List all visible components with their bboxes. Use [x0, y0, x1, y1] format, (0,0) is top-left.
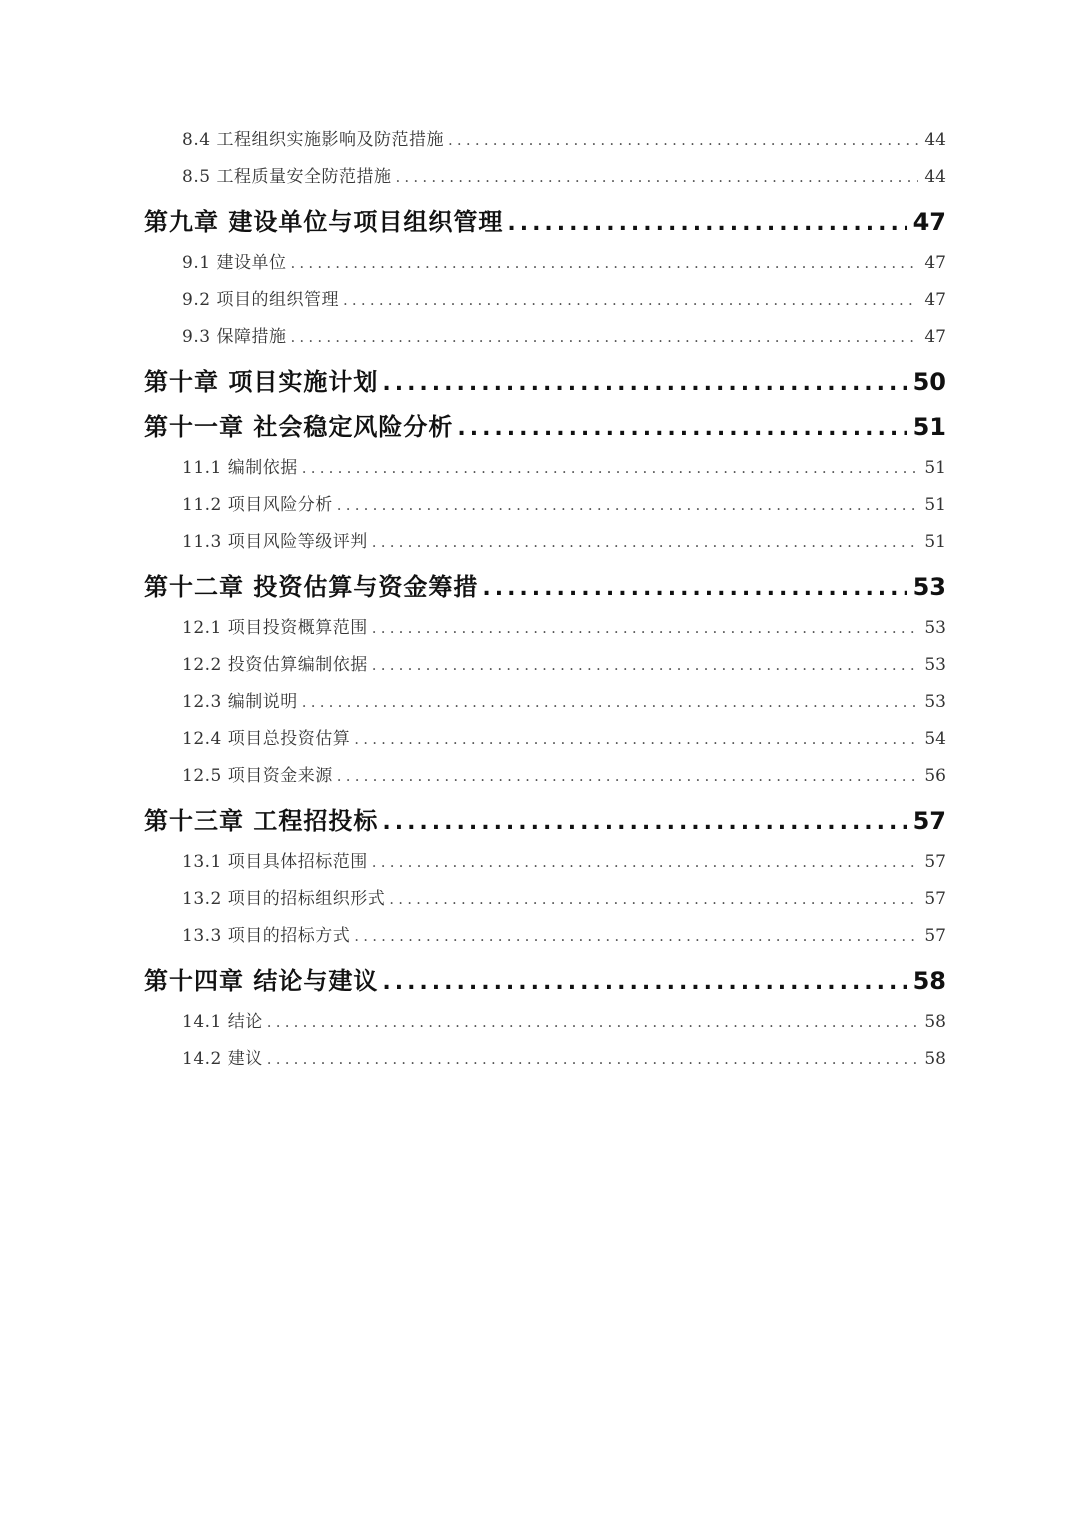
toc-entry-page-number: 58 — [912, 967, 946, 995]
table-of-contents — [144, 122, 946, 1078]
toc-entry-title: 12.4 项目总投资估算 — [182, 729, 351, 749]
toc-section-entry — [144, 684, 946, 721]
toc-dot-leader — [372, 844, 919, 881]
toc-entry-title: 9.1 建设单位 — [182, 253, 287, 273]
toc-entry-page-number: 51 — [924, 458, 946, 478]
toc-entry-page-number: 44 — [924, 167, 946, 187]
toc-entry-title: 11.1 编制依据 — [182, 458, 298, 478]
toc-entry-title: 13.3 项目的招标方式 — [182, 926, 351, 946]
toc-entry-title: 13.2 项目的招标组织形式 — [182, 889, 386, 909]
toc-entry-title: 11.3 项目风险等级评判 — [182, 532, 368, 552]
toc-entry-page-number: 47 — [912, 208, 946, 236]
toc-entry-page-number: 47 — [924, 290, 946, 310]
toc-chapter-entry — [144, 360, 946, 405]
toc-dot-leader — [267, 1004, 919, 1041]
toc-entry-page-number: 57 — [924, 889, 946, 909]
toc-dot-leader — [395, 159, 918, 196]
toc-dot-leader — [382, 800, 906, 845]
toc-chapter-entry — [144, 405, 946, 450]
toc-entry-title: 14.1 结论 — [182, 1012, 263, 1032]
toc-entry-page-number: 57 — [912, 807, 946, 835]
toc-dot-leader — [389, 881, 918, 918]
toc-section-entry — [144, 159, 946, 196]
toc-entry-page-number: 57 — [924, 852, 946, 872]
toc-dot-leader — [507, 201, 906, 246]
toc-entry-title: 9.2 项目的组织管理 — [182, 290, 339, 310]
toc-dot-leader — [267, 1041, 919, 1078]
toc-entry-page-number: 57 — [924, 926, 946, 946]
toc-dot-leader — [382, 960, 906, 1005]
toc-dot-leader — [343, 282, 918, 319]
toc-entry-title: 12.1 项目投资概算范围 — [182, 618, 368, 638]
toc-chapter-entry — [144, 200, 946, 245]
toc-section-entry — [144, 487, 946, 524]
toc-entry-title: 8.5 工程质量安全防范措施 — [182, 167, 392, 187]
toc-entry-page-number: 58 — [924, 1012, 946, 1032]
toc-entry-page-number: 53 — [924, 655, 946, 675]
toc-entry-page-number: 50 — [912, 368, 946, 396]
toc-dot-leader — [290, 319, 918, 356]
toc-entry-title: 第十一章 社会稳定风险分析 — [144, 413, 454, 441]
toc-entry-title: 第十三章 工程招投标 — [144, 807, 379, 835]
toc-dot-leader — [302, 450, 919, 487]
toc-dot-leader — [457, 406, 906, 451]
toc-dot-leader — [337, 487, 919, 524]
toc-section-entry — [144, 844, 946, 881]
toc-entry-page-number: 53 — [924, 618, 946, 638]
toc-dot-leader — [302, 684, 919, 721]
toc-dot-leader — [448, 122, 918, 159]
toc-entry-title: 11.2 项目风险分析 — [182, 495, 333, 515]
toc-chapter-entry — [144, 959, 946, 1004]
toc-section-entry — [144, 245, 946, 282]
toc-section-entry — [144, 122, 946, 159]
toc-chapter-entry — [144, 799, 946, 844]
toc-entry-title: 14.2 建议 — [182, 1049, 263, 1069]
toc-dot-leader — [372, 524, 919, 561]
toc-dot-leader — [372, 647, 919, 684]
toc-entry-title: 第十章 项目实施计划 — [144, 368, 379, 396]
toc-section-entry — [144, 758, 946, 795]
toc-section-entry — [144, 1041, 946, 1078]
toc-dot-leader — [290, 245, 918, 282]
toc-entry-page-number: 58 — [924, 1049, 946, 1069]
toc-section-entry — [144, 721, 946, 758]
toc-dot-leader — [354, 918, 918, 955]
toc-chapter-entry — [144, 565, 946, 610]
toc-section-entry — [144, 918, 946, 955]
toc-entry-title: 第九章 建设单位与项目组织管理 — [144, 208, 504, 236]
toc-entry-title: 第十二章 投资估算与资金筹措 — [144, 573, 479, 601]
toc-dot-leader — [382, 361, 906, 406]
toc-entry-page-number: 44 — [924, 130, 946, 150]
toc-entry-title: 第十四章 结论与建议 — [144, 967, 379, 995]
toc-entry-title: 13.1 项目具体招标范围 — [182, 852, 368, 872]
toc-section-entry — [144, 1004, 946, 1041]
toc-entry-page-number: 47 — [924, 253, 946, 273]
toc-entry-page-number: 53 — [912, 573, 946, 601]
toc-entry-title: 12.3 编制说明 — [182, 692, 298, 712]
toc-entry-title: 12.5 项目资金来源 — [182, 766, 333, 786]
toc-section-entry — [144, 647, 946, 684]
toc-section-entry — [144, 610, 946, 647]
toc-entry-title: 8.4 工程组织实施影响及防范措施 — [182, 130, 444, 150]
toc-section-entry — [144, 524, 946, 561]
toc-entry-page-number: 53 — [924, 692, 946, 712]
toc-entry-page-number: 51 — [912, 413, 946, 441]
toc-entry-page-number: 47 — [924, 327, 946, 347]
toc-entry-page-number: 54 — [924, 729, 946, 749]
toc-entry-page-number: 51 — [924, 495, 946, 515]
toc-section-entry — [144, 450, 946, 487]
toc-dot-leader — [354, 721, 918, 758]
toc-entry-title: 9.3 保障措施 — [182, 327, 287, 347]
toc-dot-leader — [482, 566, 906, 611]
toc-section-entry — [144, 881, 946, 918]
toc-dot-leader — [337, 758, 919, 795]
toc-entry-page-number: 51 — [924, 532, 946, 552]
toc-entry-page-number: 56 — [924, 766, 946, 786]
toc-section-entry — [144, 319, 946, 356]
toc-section-entry — [144, 282, 946, 319]
toc-entry-title: 12.2 投资估算编制依据 — [182, 655, 368, 675]
toc-dot-leader — [372, 610, 919, 647]
